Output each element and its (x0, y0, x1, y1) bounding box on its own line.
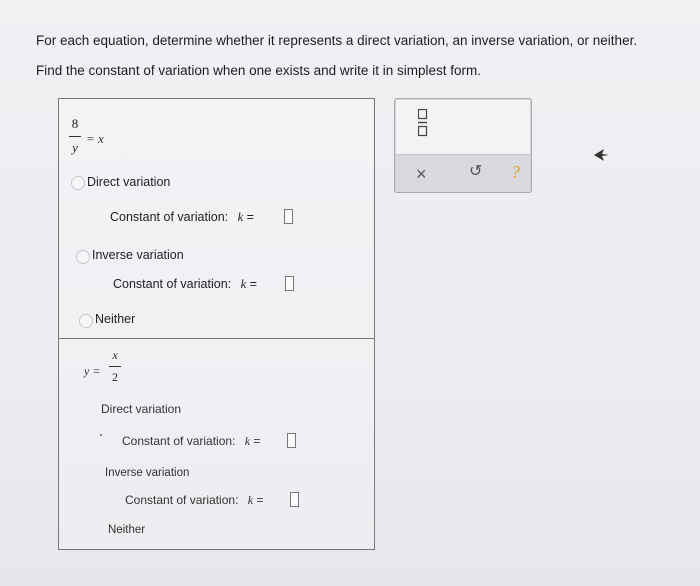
problem2-direct-k-input[interactable] (287, 433, 296, 448)
x-icon[interactable]: × (416, 164, 427, 184)
problem2-direct-marker (100, 434, 102, 436)
problem2-fraction-bar (109, 366, 121, 367)
problem1-rhs: = x (86, 131, 104, 146)
problem1-denominator: y (72, 140, 78, 155)
problem2-inverse-k: k (247, 493, 254, 507)
problem1-fraction-bar (69, 136, 81, 137)
problem2-direct-k: k (244, 434, 251, 448)
problem2-inverse-label[interactable]: Inverse variation (105, 467, 190, 479)
problem2-numerator: x (112, 348, 118, 362)
problem2-lhs: y = (84, 364, 101, 378)
undo-icon[interactable]: ↺ (469, 163, 483, 180)
problem1-direct-k-input[interactable] (284, 209, 293, 224)
problem1-direct-radio[interactable] (71, 176, 85, 190)
problem1-inverse-k: k (240, 277, 247, 291)
problem1-direct-equals: = (246, 210, 254, 224)
problem1-inverse-constant (113, 277, 257, 292)
problem1-direct-label[interactable]: Direct variation (87, 175, 171, 189)
problem2-inverse-constant-label: Constant of variation: (125, 493, 239, 507)
problem1-numerator: 8 (71, 116, 79, 131)
problem2-direct-equals: = (253, 434, 261, 448)
problem1-direct-constant (110, 210, 254, 225)
problem2-inverse-equals: = (256, 493, 264, 507)
problem2-neither-label[interactable]: Neither (108, 524, 146, 536)
problem1-inverse-equals: = (249, 277, 257, 291)
problem1-inverse-label[interactable]: Inverse variation (92, 248, 184, 262)
problem1-inverse-k-input[interactable] (285, 276, 294, 291)
problem1-inverse-radio[interactable] (76, 250, 90, 264)
problem2-inverse-k-input[interactable] (290, 492, 299, 507)
problem2-fraction (108, 348, 124, 392)
question-icon[interactable]: ? (511, 162, 520, 182)
instructions (36, 26, 696, 86)
problem1-neither-label[interactable]: Neither (95, 312, 136, 326)
problem1-direct-k: k (237, 210, 244, 224)
problem2-direct-constant-label: Constant of variation: (122, 434, 236, 448)
problem1-direct-constant-label: Constant of variation: (110, 210, 229, 224)
problem1-inverse-constant-label: Constant of variation: (113, 277, 232, 291)
problem2-direct-label[interactable]: Direct variation (101, 402, 182, 416)
problem2-denominator: 2 (112, 370, 118, 384)
instruction-line-1: For each equation, determine whether it represents a direct variation, an inverse variation, or neither. (36, 33, 638, 48)
problem1-fraction (68, 116, 84, 160)
problem2-inverse-constant (125, 493, 263, 508)
problem1-neither-radio[interactable] (79, 314, 93, 328)
math-tool-panel (394, 98, 532, 193)
problem-divider (58, 338, 375, 339)
cursor-arrow-icon (594, 148, 610, 167)
fraction-icon[interactable] (418, 109, 428, 137)
tool-actions-bar (396, 154, 530, 192)
problem2-direct-constant (122, 434, 260, 449)
instruction-line-2: Find the constant of variation when one exists and write it in simplest form. (36, 63, 481, 78)
